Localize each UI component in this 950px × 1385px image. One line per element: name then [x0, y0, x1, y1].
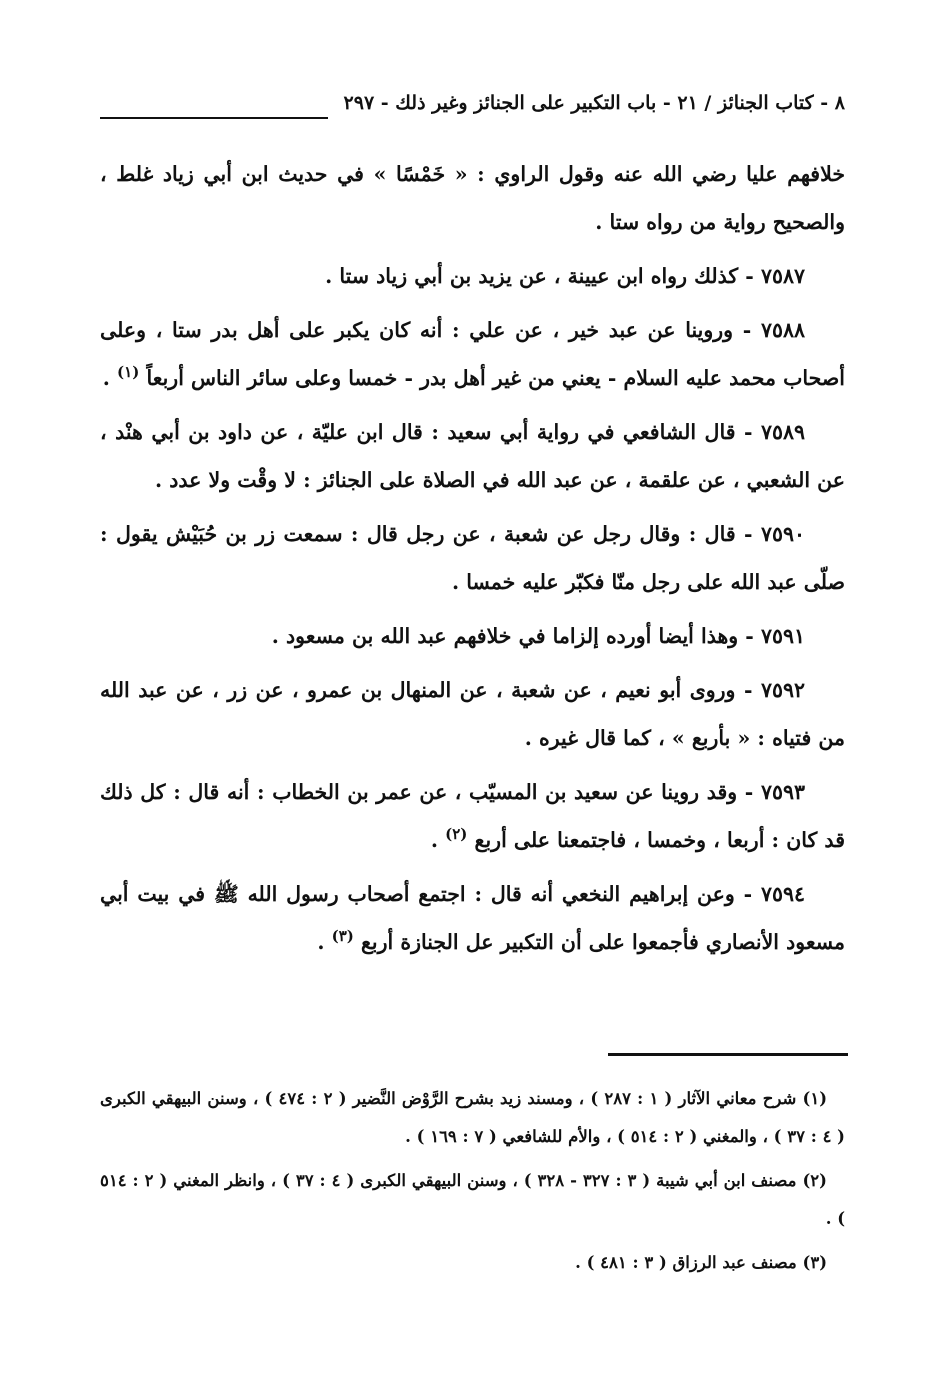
paragraph-7587: ٧٥٨٧ - كذلك رواه ابن عيينة ، عن يزيد بن أبي زياد ستا . — [325, 264, 805, 288]
footnotes — [100, 1080, 845, 1288]
paragraph-7594: ٧٥٩٤ - وعن إبراهيم النخعي أنه قال : اجتمع أصحاب رسول الله ﷺ في بيت أبي مسعود الأنصاري فأجمعوا على أن التكبير عل الجنازة أربع $^{(٣)}$ . — [100, 882, 845, 954]
footnote-1: (١) شرح معاني الآثار ( ١ : ٢٨٧ ) ، ومسند زيد بشرح الرَّوْض النَّضير ( ٢ : ٤٧٤ ) ، وسنن البيهقي الكبرى ( ٤ : ٣٧ ) ، والمغني ( ٢ : ٥١٤ ) ، والأم للشافعي ( ٧ : ١٦٩ ) . — [100, 1089, 845, 1146]
paragraph-7593: ٧٥٩٣ - وقد روينا عن سعيد بن المسيّب ، عن عمر بن الخطاب : أنه قال : كل ذلك قد كان : أربعا ، وخمسا ، فاجتمعنا على أربع $^{(٢)}$ . — [100, 780, 845, 852]
footnote-ref-2[interactable]: (٢) — [445, 825, 468, 844]
footnote-ref-1[interactable]: (١) — [117, 363, 140, 382]
footnote-3: (٣) مصنف عبد الرزاق ( ٣ : ٤٨١ ) . — [575, 1253, 827, 1272]
main-text — [100, 150, 845, 972]
header-rule — [100, 117, 328, 119]
running-title: ٨ - كتاب الجنائز / ٢١ - باب التكبير على الجنائز وغير ذلك - ٢٩٧ — [343, 92, 845, 114]
paragraph-7590: ٧٥٩٠ - قال : وقال رجل عن شعبة ، عن رجل قال : سمعت زر بن حُبَيْش يقول : صلّى عبد الله على رجل منّا فكبّر عليه خمسا . — [100, 522, 845, 594]
paragraph-7588: ٧٥٨٨ - وروينا عن عبد خير ، عن علي : أنه كان يكبر على أهل بدر ستا ، وعلى أصحاب محمد عليه السلام - يعني من غير أهل بدر - خمسا وعلى سائر الناس أربعاً $^{(١)}$ . — [100, 318, 845, 390]
paragraph-7591: ٧٥٩١ - وهذا أيضا أورده إلزاما في خلافهم عبد الله بن مسعود . — [271, 624, 805, 648]
paragraph-continuation: خلافهم عليا رضي الله عنه وقول الراوي : « خَمْسًا » في حديث ابن أبي زياد غلط ، والصحيح رواية من رواه ستا . — [100, 162, 845, 234]
footnote-2: (٢) مصنف ابن أبي شيبة ( ٣ : ٣٢٧ - ٣٢٨ ) ، وسنن البيهقي الكبرى ( ٤ : ٣٧ ) ، وانظر المغني ( ٢ : ٥١٤ ) . — [100, 1171, 845, 1228]
footnote-separator — [608, 1053, 848, 1056]
paragraph-7589: ٧٥٨٩ - قال الشافعي في رواية أبي سعيد : قال ابن عليّة ، عن داود بن أبي هنْد ، عن الشعبي ، عن علقمة ، عن عبد الله في الصلاة على الجنائز : لا وقْت ولا عدد . — [100, 420, 845, 492]
paragraph-7592: ٧٥٩٢ - وروى أبو نعيم ، عن شعبة ، عن المنهال بن عمرو ، عن زر ، عن عبد الله من فتياه : « بأربع » ، كما قال غيره . — [100, 678, 845, 750]
running-header — [100, 92, 845, 126]
footnote-ref-3[interactable]: (٣) — [331, 927, 354, 946]
